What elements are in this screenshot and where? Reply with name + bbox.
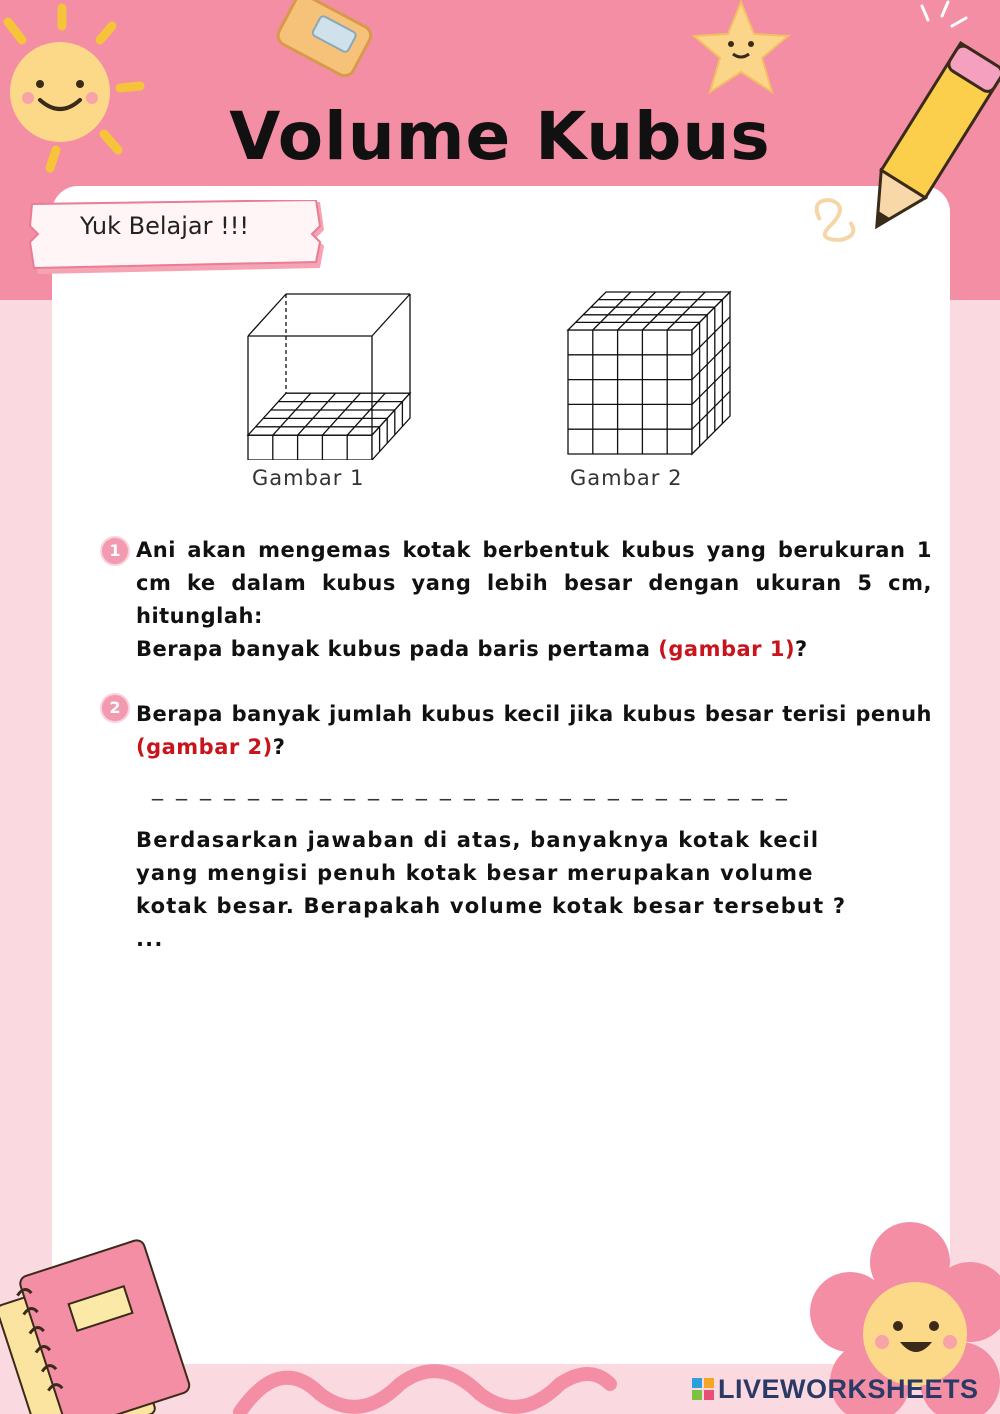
squiggle-decoration	[230, 1354, 620, 1414]
figure-1-caption: Gambar 1	[252, 466, 365, 490]
banner-label: Yuk Belajar !!!	[80, 212, 249, 240]
question-1-suffix: ?	[795, 637, 808, 661]
question-2-highlight: (gambar 2)	[136, 735, 273, 759]
question-1-number: 1	[102, 538, 128, 564]
figure-2-cube	[560, 286, 740, 460]
question-1-highlight: (gambar 1)	[658, 637, 796, 661]
liveworksheets-watermark: LIVEWORKSHEETS	[718, 1374, 979, 1404]
question-1-line-2: Berapa banyak kubus pada baris pertama	[136, 637, 659, 661]
worksheet-paper	[52, 186, 950, 1364]
question-2-main: Berapa banyak jumlah kubus kecil jika kubus besar terisi penuh	[136, 702, 932, 726]
figure-1-cube	[240, 290, 420, 460]
question-2-suffix: ?	[272, 735, 286, 759]
page-title: Volume Kubus	[229, 98, 771, 175]
figure-2-caption: Gambar 2	[570, 466, 683, 490]
question-2-number: 2	[102, 695, 128, 721]
notebook-icon	[0, 1236, 200, 1414]
answer-line[interactable]: _ _ _ _ _ _ _ _ _ _ _ _ _ _ _ _ _ _ _ _ _ _ _ _ _ _ _	[152, 776, 790, 801]
conclusion-text: Berdasarkan jawaban di atas, banyaknya kotak kecil yang mengisi penuh kotak besar merupakan volume kotak besar. Berapakah volume kotak besar tersebut ? ...	[136, 828, 847, 951]
sharpener-icon	[262, 0, 382, 82]
star-icon	[686, 0, 796, 96]
question-1-line-1: Ani akan mengemas kotak berbentuk kubus yang berukuran 1 cm ke dalam kubus yang lebih besar dengan ukuran 5 cm, hitunglah:	[136, 538, 932, 628]
question-1-text	[136, 534, 932, 666]
liveworksheets-logo-icon	[692, 1378, 714, 1402]
question-2-text	[136, 698, 932, 764]
